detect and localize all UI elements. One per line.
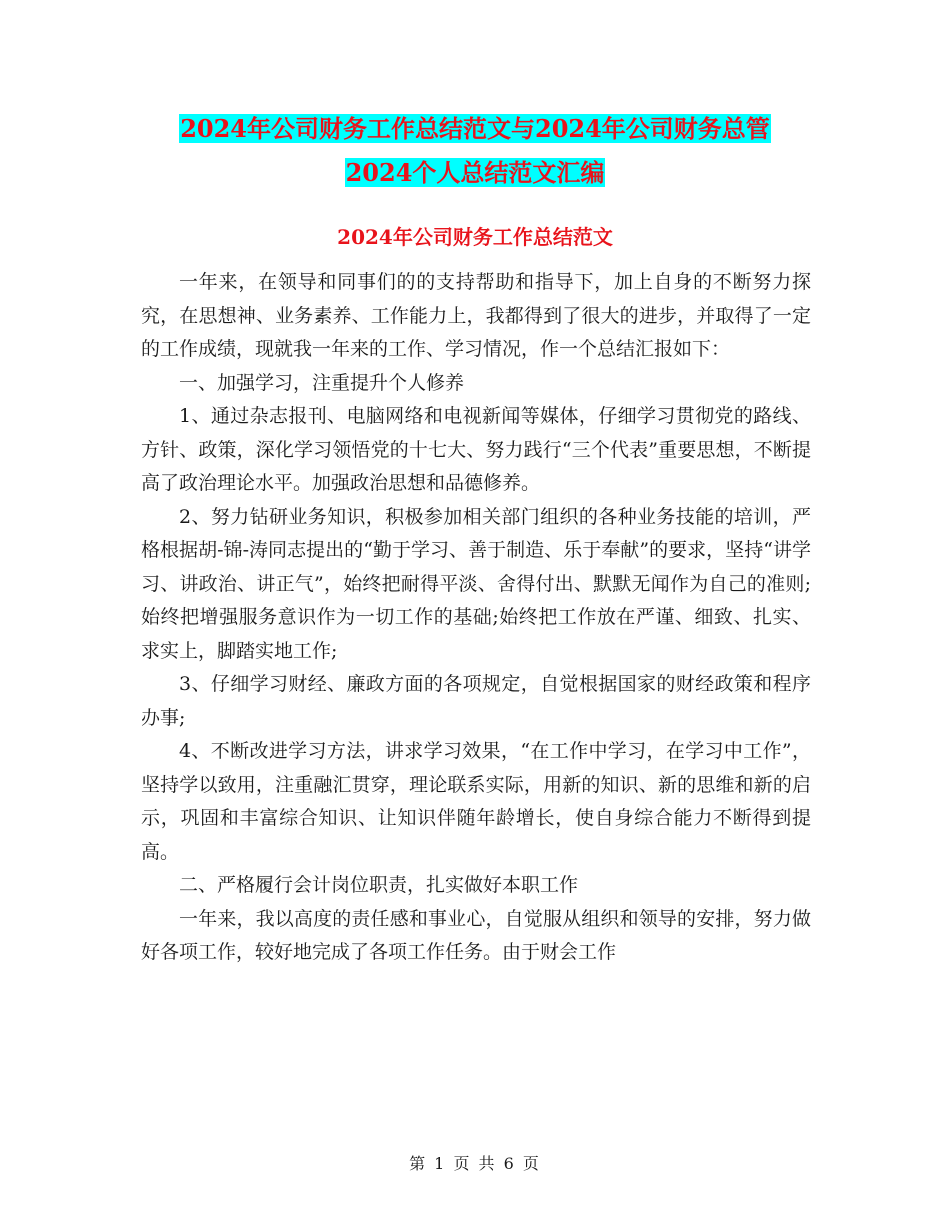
document-title-highlight-1: 2024年公司财务工作总结范文与2024年公司财务总管 bbox=[180, 114, 770, 143]
page-footer: 第 1 页 共 6 页 bbox=[409, 1154, 541, 1173]
document-title-line-2 bbox=[0, 156, 950, 190]
paragraph-intro: 一年来，在领导和同事们的的支持帮助和指导下，加上自身的不断努力探究，在思想神、业务素养、工作能力上，我都得到了很大的进步，并取得了一定的工作成绩，现就我一年来的工作、学习情况，作一个总结汇报如下： bbox=[141, 271, 811, 360]
paragraph-item-1: 1、通过杂志报刊、电脑网络和电视新闻等媒体，仔细学习贯彻党的路线、方针、政策，深化学习领悟党的十七大、努力践行“三个代表”重要思想，不断提高了政治理论水平。加强政治思想和品德修养。 bbox=[141, 405, 811, 494]
document-body bbox=[141, 266, 811, 970]
document-title-highlight-2: 2024个人总结范文汇编 bbox=[345, 158, 605, 187]
document-title-line-1 bbox=[0, 112, 950, 146]
paragraph-section-2-intro: 一年来，我以高度的责任感和事业心，自觉服从组织和领导的安排，努力做好各项工作，较好地完成了各项工作任务。由于财会工作 bbox=[141, 907, 811, 963]
paragraph-item-4: 4、不断改进学习方法，讲求学习效果，“在工作中学习，在学习中工作”，坚持学以致用，注重融汇贯穿，理论联系实际，用新的知识、新的思维和新的启示，巩固和丰富综合知识、让知识伴随年龄增长，使自身综合能力不断得到提高。 bbox=[141, 740, 811, 863]
section-title: 2024年公司财务工作总结范文 bbox=[337, 225, 613, 249]
paragraph-item-2: 2、努力钻研业务知识，积极参加相关部门组织的各种业务技能的培训，严格根据胡-锦-涛同志提出的“勤于学习、善于制造、乐于奉献”的要求，坚持“讲学习、讲政治、讲正气”，始终把耐得平淡、舍得付出、默默无闻作为自己的准则;始终把增强服务意识作为一切工作的基础;始终把工作放在严谨、细致、扎实、求实上，脚踏实地工作; bbox=[141, 505, 811, 662]
paragraph-item-3: 3、仔细学习财经、廉政方面的各项规定，自觉根据国家的财经政策和程序办事; bbox=[141, 673, 811, 729]
paragraph-heading-2: 二、严格履行会计岗位职责，扎实做好本职工作 bbox=[179, 874, 579, 896]
paragraph-heading-1: 一、加强学习，注重提升个人修养 bbox=[179, 371, 465, 394]
